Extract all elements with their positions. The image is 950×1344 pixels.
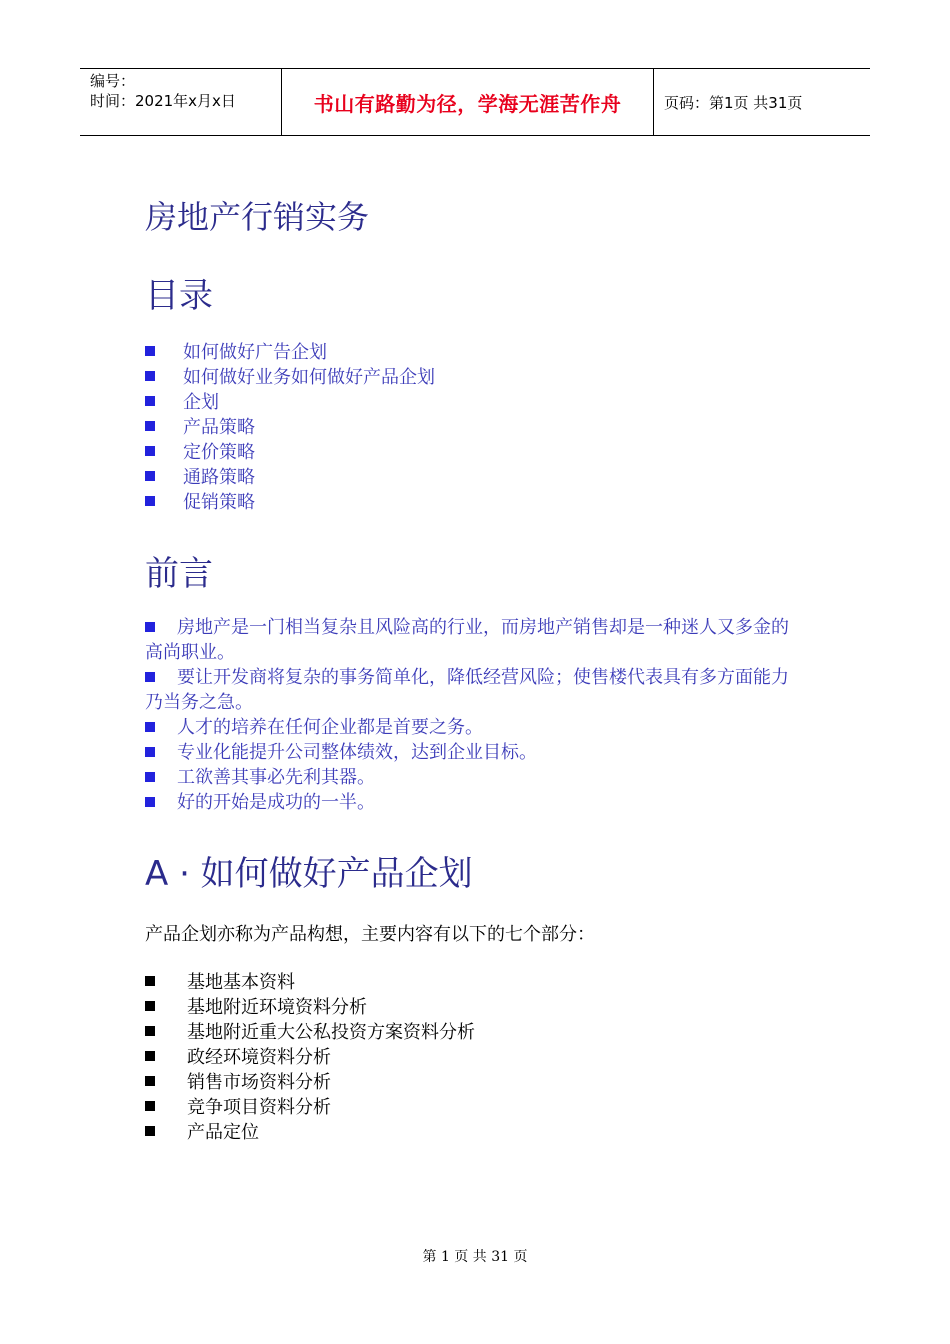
- preface-item-text: 人才的培养在任何企业都是首要之务。: [177, 717, 483, 738]
- page-info: 页码：第1页 共31页: [664, 93, 803, 112]
- square-bullet-icon: [145, 1026, 155, 1036]
- square-bullet-icon: [145, 446, 155, 456]
- square-bullet-icon: [145, 797, 155, 807]
- section-a-item-text: 基地附近重大公私投资方案资料分析: [187, 1021, 475, 1043]
- section-a-item: [145, 1093, 475, 1118]
- square-bullet-icon: [145, 976, 155, 986]
- toc-item-text: 通路策略: [183, 466, 255, 488]
- square-bullet-icon: [145, 1051, 155, 1061]
- square-bullet-icon: [145, 1126, 155, 1136]
- section-a-list: [145, 968, 475, 1143]
- header-meta-cell: [80, 69, 282, 135]
- toc-item: [145, 338, 435, 363]
- section-a-item-text: 政经环境资料分析: [187, 1046, 331, 1068]
- square-bullet-icon: [145, 1076, 155, 1086]
- section-a-intro: 产品企划亦称为产品构想，主要内容有以下的七个部分：: [145, 924, 595, 945]
- preface-item-text: 好的开始是成功的一半。: [177, 792, 375, 813]
- toc-item-text: 如何做好业务如何做好产品企划: [183, 366, 435, 388]
- section-a-item: [145, 1018, 475, 1043]
- preface-item: [145, 790, 805, 815]
- square-bullet-icon: [145, 421, 155, 431]
- toc-item-text: 产品策略: [183, 416, 255, 438]
- square-bullet-icon: [145, 722, 155, 732]
- date-label: 时间：2021年x月x日: [90, 92, 236, 110]
- section-a-item-text: 销售市场资料分析: [187, 1071, 331, 1093]
- square-bullet-icon: [145, 396, 155, 406]
- preface-item: [145, 740, 805, 765]
- square-bullet-icon: [145, 496, 155, 506]
- toc-item-text: 促销策略: [183, 491, 255, 513]
- section-a-item: [145, 968, 475, 993]
- square-bullet-icon: [145, 471, 155, 481]
- preface-item: [145, 765, 805, 790]
- toc-item-text: 企划: [183, 391, 219, 413]
- page-footer: 第 1 页 共 31 页: [422, 1249, 528, 1265]
- page-header: [80, 68, 870, 136]
- section-a-item-text: 基地附近环境资料分析: [187, 996, 367, 1018]
- toc-item: [145, 363, 435, 388]
- preface-item: [145, 615, 805, 665]
- square-bullet-icon: [145, 622, 155, 632]
- preface-heading: 前言: [145, 554, 213, 594]
- toc-list: [145, 338, 435, 513]
- section-a-item-text: 产品定位: [187, 1121, 259, 1143]
- preface-item-text: 专业化能提升公司整体绩效，达到企业目标。: [177, 742, 537, 763]
- toc-item: [145, 438, 435, 463]
- section-a-heading: A · 如何做好产品企划: [145, 854, 473, 894]
- section-a-item-text: 基地基本资料: [187, 971, 295, 993]
- preface-item-text: 房地产是一门相当复杂且风险高的行业，而房地产销售却是一种迷人又多金的高尚职业。: [145, 617, 789, 663]
- section-a-item-text: 竞争项目资料分析: [187, 1096, 331, 1118]
- preface-item-text: 要让开发商将复杂的事务简单化，降低经营风险；使售楼代表具有多方面能力乃当务之急。: [145, 667, 789, 713]
- document-title: 房地产行销实务: [145, 198, 370, 236]
- section-a-item: [145, 1043, 475, 1068]
- toc-item: [145, 413, 435, 438]
- toc-heading: 目录: [145, 276, 213, 316]
- section-a-item: [145, 993, 475, 1018]
- section-a-item: [145, 1118, 475, 1143]
- toc-item: [145, 463, 435, 488]
- header-page-cell: [654, 69, 870, 135]
- toc-item-text: 如何做好广告企划: [183, 341, 327, 363]
- square-bullet-icon: [145, 1101, 155, 1111]
- square-bullet-icon: [145, 1001, 155, 1011]
- code-label: 编号：: [90, 72, 136, 90]
- toc-item-text: 定价策略: [183, 441, 255, 463]
- motto: 书山有路勤为径，学海无涯苦作舟: [313, 91, 622, 116]
- square-bullet-icon: [145, 672, 155, 682]
- preface-item: [145, 715, 805, 740]
- square-bullet-icon: [145, 747, 155, 757]
- square-bullet-icon: [145, 346, 155, 356]
- square-bullet-icon: [145, 772, 155, 782]
- square-bullet-icon: [145, 371, 155, 381]
- toc-item: [145, 388, 435, 413]
- toc-item: [145, 488, 435, 513]
- preface-item: [145, 665, 805, 715]
- section-a-item: [145, 1068, 475, 1093]
- header-motto-cell: [282, 69, 654, 135]
- preface-item-text: 工欲善其事必先利其器。: [177, 767, 375, 788]
